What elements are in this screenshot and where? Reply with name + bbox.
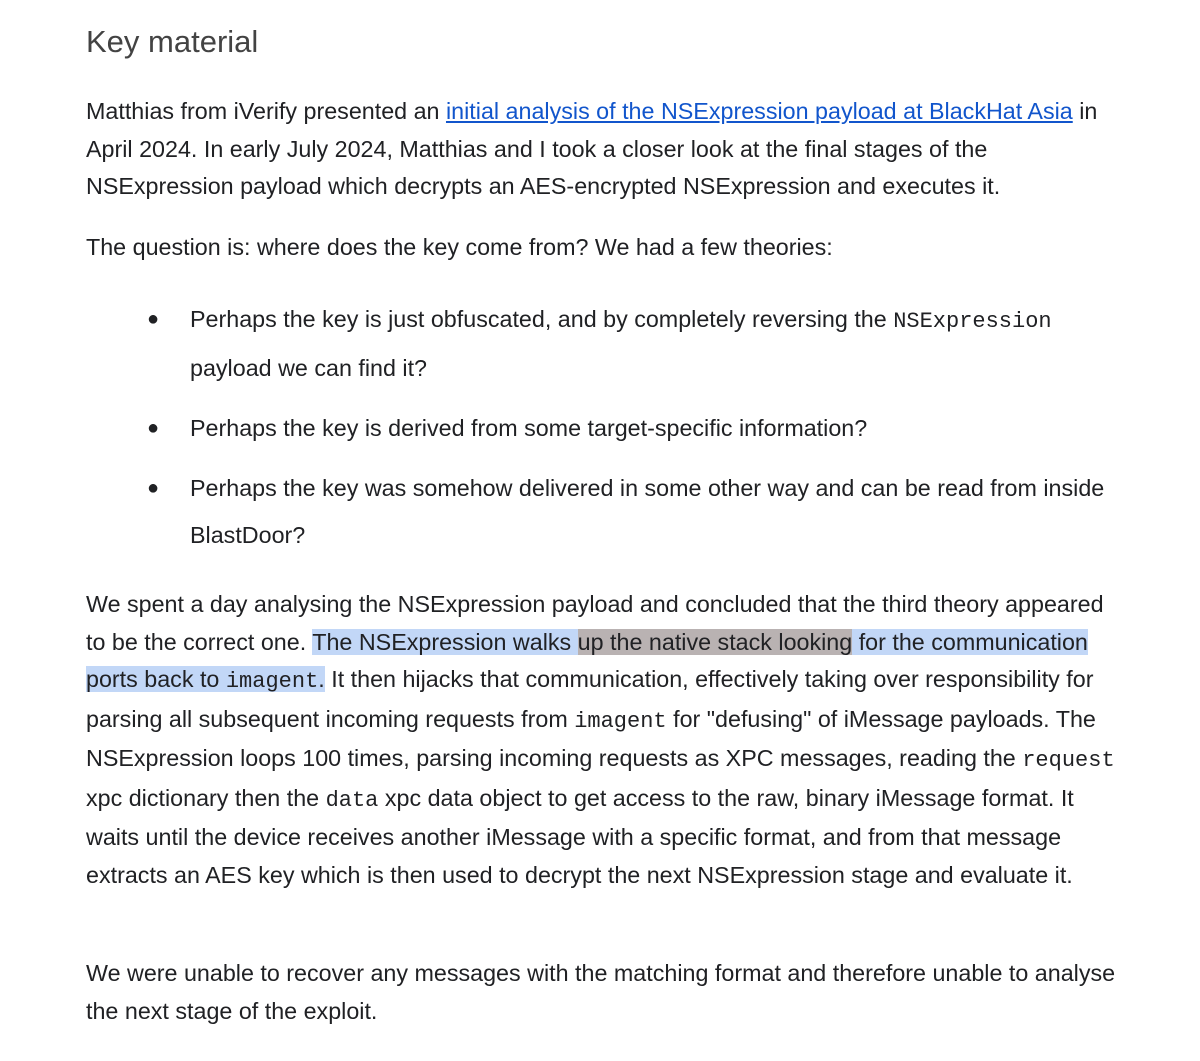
- list-item: [86, 465, 1126, 559]
- code-imagent: imagent: [225, 669, 319, 694]
- intro-text-after: in April 2024. In early July 2024, Matthias and I took a closer look at the final stages of the NSExpression payload which decrypts an AES-encrypted NSExpression and executes it.: [86, 98, 1098, 199]
- bullet-dot: ●: [147, 417, 160, 439]
- analysis-text-5: xpc data object to get access to the raw, binary iMessage format. It waits until the device receives another iMessage with a specific format, and from that message extracts an AES key which is then used to decrypt the next NSExpression stage and evaluate it.: [86, 784, 1074, 888]
- analysis-text-1: We spent a day analysing the NSExpression payload and concluded that the third theory appeared to be the correct one.: [86, 591, 1104, 655]
- code-data: data: [325, 787, 379, 813]
- paragraph-conclusion: We were unable to recover any messages with the matching format and therefore unable to analyse the next stage of the exploit.: [86, 960, 1116, 1024]
- highlight-text-1: The NSExpression walks: [312, 628, 578, 655]
- comment-highlight[interactable]: up the native stack looking: [577, 628, 853, 655]
- code-nsexpression: NSExpression: [893, 309, 1052, 334]
- list-item: [86, 296, 1126, 392]
- analysis-text-3: for "defusing" of iMessage payloads. The NSExpression loops 100 times, parsing incoming requests as XPC messages, reading the: [86, 705, 1096, 771]
- bullet-dot: ●: [147, 308, 160, 330]
- theory-1-text-end: payload we can find it?: [190, 355, 428, 381]
- theories-list: [86, 296, 1126, 572]
- blackhat-analysis-link[interactable]: initial analysis of the NSExpression payload at BlackHat Asia: [445, 98, 1073, 124]
- paragraph-analysis: [86, 586, 1126, 894]
- section-heading: Key material: [86, 24, 259, 59]
- paragraph-intro: [86, 93, 1126, 206]
- highlight-text-3: for the communication ports back to: [86, 628, 1088, 692]
- theory-2-text: Perhaps the key is derived from some target-specific information?: [190, 415, 868, 441]
- code-imagent-2: imagent: [574, 708, 667, 734]
- analysis-text-2: It then hijacks that communication, effectively taking over responsibility for parsing all subsequent incoming requests from: [86, 666, 1094, 732]
- list-item: [86, 405, 1126, 452]
- theory-3-text: Perhaps the key was somehow delivered in some other way and can be read from inside BlastDoor?: [190, 475, 1105, 548]
- bullet-dot: ●: [147, 477, 160, 499]
- highlight-text-4: .: [318, 666, 325, 692]
- theory-1-text: Perhaps the key is just obfuscated, and by completely reversing the: [190, 306, 894, 332]
- paragraph-question: The question is: where does the key come from? We had a few theories:: [86, 234, 833, 260]
- code-request: request: [1022, 748, 1115, 773]
- analysis-text-4: xpc dictionary then the: [86, 784, 326, 811]
- intro-text-before: Matthias from iVerify presented an: [86, 98, 446, 124]
